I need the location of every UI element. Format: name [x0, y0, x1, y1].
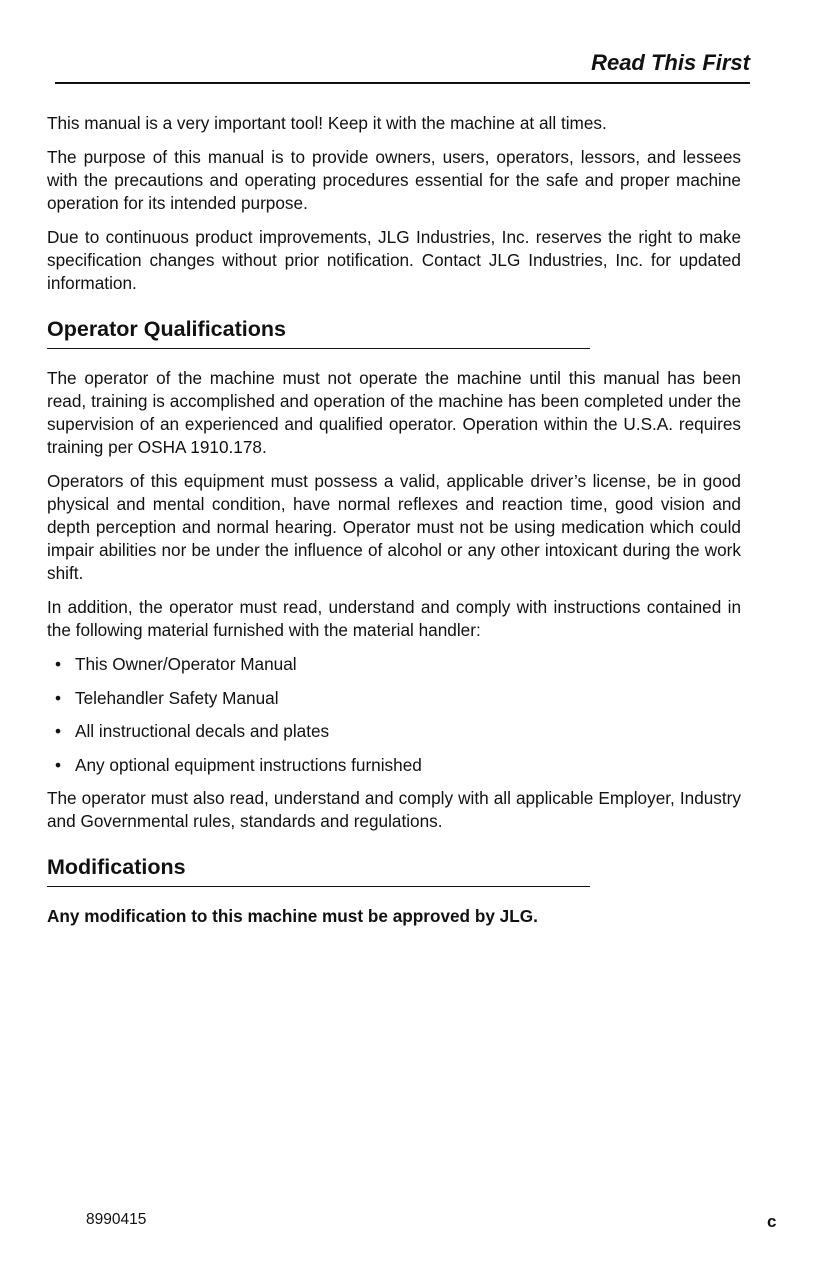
list-item-text: Any optional equipment instructions furnished: [75, 754, 422, 775]
list-item: [47, 653, 741, 676]
bullet-icon: •: [55, 721, 62, 741]
list-item: [47, 687, 741, 710]
page-title: Read This First: [591, 50, 750, 75]
list-item: [47, 720, 741, 743]
qualifications-paragraph-2: Operators of this equipment must possess a valid, applicable driver’s license, be in good physical and mental condition, have normal reflexes and reaction time, good vision and depth perception and normal hearing. Operator must not be using medication which could impair abilities nor be under the influence of alcohol or any other intoxicant during the work shift.: [47, 471, 741, 583]
bullet-icon: •: [55, 687, 62, 708]
qualifications-paragraph-4: The operator must also read, understand and comply with all applicable Employer, Industry and Governmental rules, standards and regulations.: [47, 788, 741, 831]
intro-paragraph-2: The purpose of this manual is to provide owners, users, operators, lessors, and lessees with the precautions and operating procedures essential for the safe and proper machine operation for its intended purpose.: [47, 147, 741, 213]
list-item: [47, 754, 741, 777]
modifications-note: Any modification to this machine must be approved by JLG.: [47, 906, 538, 926]
intro-paragraph-1: This manual is a very important tool! Keep it with the machine at all times.: [47, 113, 607, 133]
list-item-text: Telehandler Safety Manual: [75, 687, 279, 708]
required-materials-list: [47, 653, 741, 777]
bullet-icon: •: [55, 754, 62, 775]
list-item-text: All instructional decals and plates: [75, 721, 330, 741]
section-heading-operator-qualifications: Operator Qualifications: [47, 315, 590, 349]
qualifications-paragraph-1: The operator of the machine must not operate the machine until this manual has been read, training is accomplished and operation of the machine has been completed under the supervision of an experienced and qualified operator. Operation within the U.S.A. requires training per OSHA 1910.178.: [47, 368, 741, 457]
page-number: c: [767, 1212, 777, 1231]
section-heading-modifications: Modifications: [47, 853, 590, 887]
document-number: 8990415: [86, 1211, 147, 1228]
qualifications-paragraph-3: In addition, the operator must read, understand and comply with instructions contained in the following material furnished with the material handler:: [47, 597, 741, 640]
page-header: [55, 50, 750, 84]
intro-paragraph-3: Due to continuous product improvements, JLG Industries, Inc. reserves the right to make specification changes without prior notification. Contact JLG Industries, Inc. for updated information.: [47, 227, 741, 293]
page-content: [47, 112, 741, 928]
bullet-icon: •: [55, 654, 62, 674]
list-item-text: This Owner/Operator Manual: [75, 654, 297, 674]
